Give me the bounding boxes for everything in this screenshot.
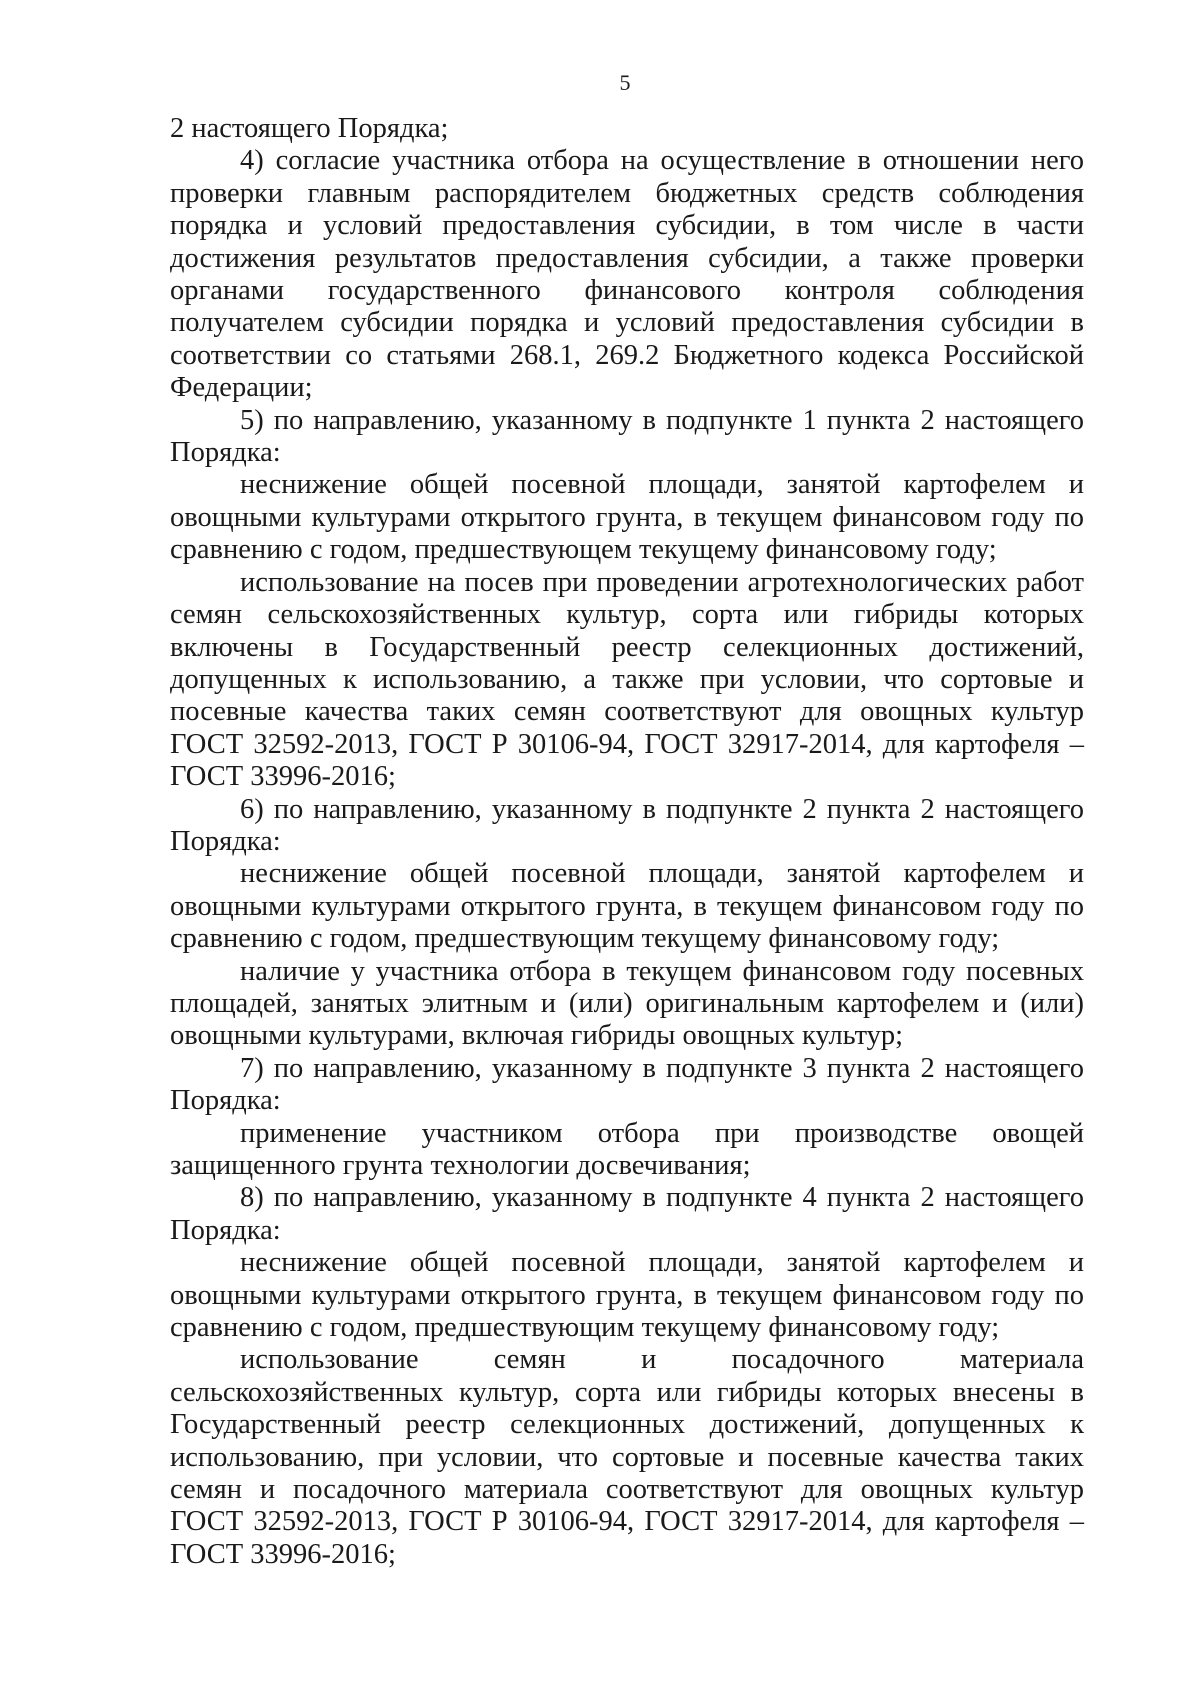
paragraph-13: использование семян и посадочного материала сельскохозяйственных культур, сорта или гибриды которых внесены в Государственный реестр селекционных достижений, допущенных к использованию, при условии, что сортовые и посевные качества таких семян и посадочного материала соответствуют для овощных культур ГОСТ 32592-2013, ГОСТ Р 30106-94, ГОСТ 32917-2014, для картофеля – ГОСТ 33996-2016; bbox=[170, 1344, 1084, 1570]
paragraph-7: неснижение общей посевной площади, занятой картофелем и овощными культурами открытого грунта, в текущем финансовом году по сравнению с годом, предшествующим текущему финансовому году; bbox=[170, 858, 1084, 955]
page-number: 5 bbox=[619, 70, 631, 95]
paragraph-9: 7) по направлению, указанному в подпункте 3 пункта 2 настоящего Порядка: bbox=[170, 1052, 1084, 1117]
paragraph-12: неснижение общей посевной площади, занятой картофелем и овощными культурами открытого грунта, в текущем финансовом году по сравнению с годом, предшествующим текущему финансовому году; bbox=[170, 1247, 1084, 1344]
paragraph-4: неснижение общей посевной площади, занятой картофелем и овощными культурами открытого грунта, в текущем финансовом году по сравнению с годом, предшествующем текущему финансовому году; bbox=[170, 469, 1084, 566]
paragraph-5: использование на посев при проведении агротехнологических работ семян сельскохозяйственных культур, сорта или гибриды которых включены в Государственный реестр селекционных достижений, допущенных к использованию, а также при условии, что сортовые и посевные качества таких семян соответствуют для овощных культур ГОСТ 32592-2013, ГОСТ Р 30106-94, ГОСТ 32917-2014, для картофеля – ГОСТ 33996-2016; bbox=[170, 566, 1084, 793]
paragraph-6: 6) по направлению, указанному в подпункте 2 пункта 2 настоящего Порядка: bbox=[170, 793, 1084, 857]
document-body bbox=[170, 113, 1084, 1571]
paragraph-8: наличие у участника отбора в текущем финансовом году посевных площадей, занятых элитным и (или) оригинальным картофелем и (или) овощными культурами, включая гибриды овощных культур; bbox=[170, 955, 1084, 1052]
paragraph-10: применение участником отбора при производстве овощей защищенного грунта технологии досвечивания; bbox=[170, 1117, 1084, 1181]
paragraph-2: 4) согласие участника отбора на осуществление в отношении него проверки главным распорядителем бюджетных средств соблюдения порядка и условий предоставления субсидии, в том числе в части достижения результатов предоставления субсидии, а также проверки органами государственного финансового контроля соблюдения получателем субсидии порядка и условий предоставления субсидии в соответствии со статьями 268.1, 269.2 Бюджетного кодекса Российской Федерации; bbox=[170, 145, 1084, 404]
paragraph-3: 5) по направлению, указанному в подпункте 1 пункта 2 настоящего Порядка: bbox=[170, 404, 1084, 469]
paragraph-1: 2 настоящего Порядка; bbox=[170, 113, 449, 144]
paragraph-11: 8) по направлению, указанному в подпункте 4 пункта 2 настоящего Порядка: bbox=[170, 1182, 1084, 1246]
